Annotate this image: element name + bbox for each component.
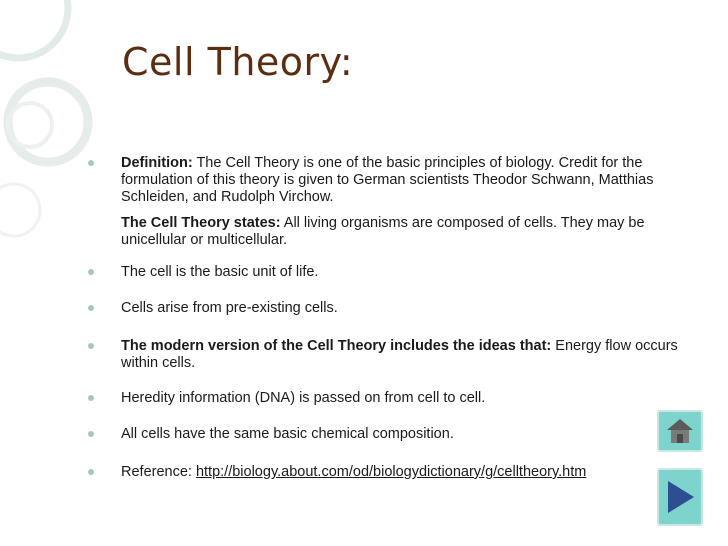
bullet-icon — [88, 431, 94, 437]
reference-link[interactable]: http://biology.about.com/od/biologydictionary/g/celltheory.htm — [195, 464, 587, 480]
decorative-circles — [0, 0, 110, 260]
bullet-text: All cells have the same basic chemical composition. — [121, 426, 454, 442]
bullet-icon — [88, 305, 94, 311]
reference-label: Reference: — [121, 464, 196, 480]
definition-text: The Cell Theory is one of the basic principles of biology. Credit for the formulation of this theory is given to German scientists Theodor Schwann, Matthias Schleiden, and Rudolph Virchow. — [121, 155, 654, 205]
bullet-text: The cell is the basic unit of life. — [121, 264, 319, 280]
bullet-text: Heredity information (DNA) is passed on from cell to cell. — [121, 390, 486, 406]
bullet-icon — [88, 160, 94, 166]
bullet-icon — [88, 395, 94, 401]
bullet-icon — [88, 343, 94, 349]
cell-theory-states-text: All living organisms are composed of cells. They may be unicellular or multicellular. — [121, 215, 645, 248]
next-slide-button[interactable] — [657, 468, 703, 526]
play-triangle-icon — [664, 478, 696, 516]
home-icon — [665, 417, 695, 445]
bullet-text: Cells arise from pre-existing cells. — [121, 300, 338, 316]
bullet-icon — [88, 269, 94, 275]
modern-version-text: Energy flow occurs within cells. — [121, 338, 678, 371]
modern-version-label: The modern version of the Cell Theory includes the ideas that: — [121, 338, 552, 354]
definition-label: Definition: — [121, 155, 193, 171]
cell-theory-states-label: The Cell Theory states: — [121, 215, 281, 231]
bullet-icon — [88, 469, 94, 475]
home-button[interactable] — [657, 410, 703, 452]
slide-title: Cell Theory: — [122, 40, 354, 84]
